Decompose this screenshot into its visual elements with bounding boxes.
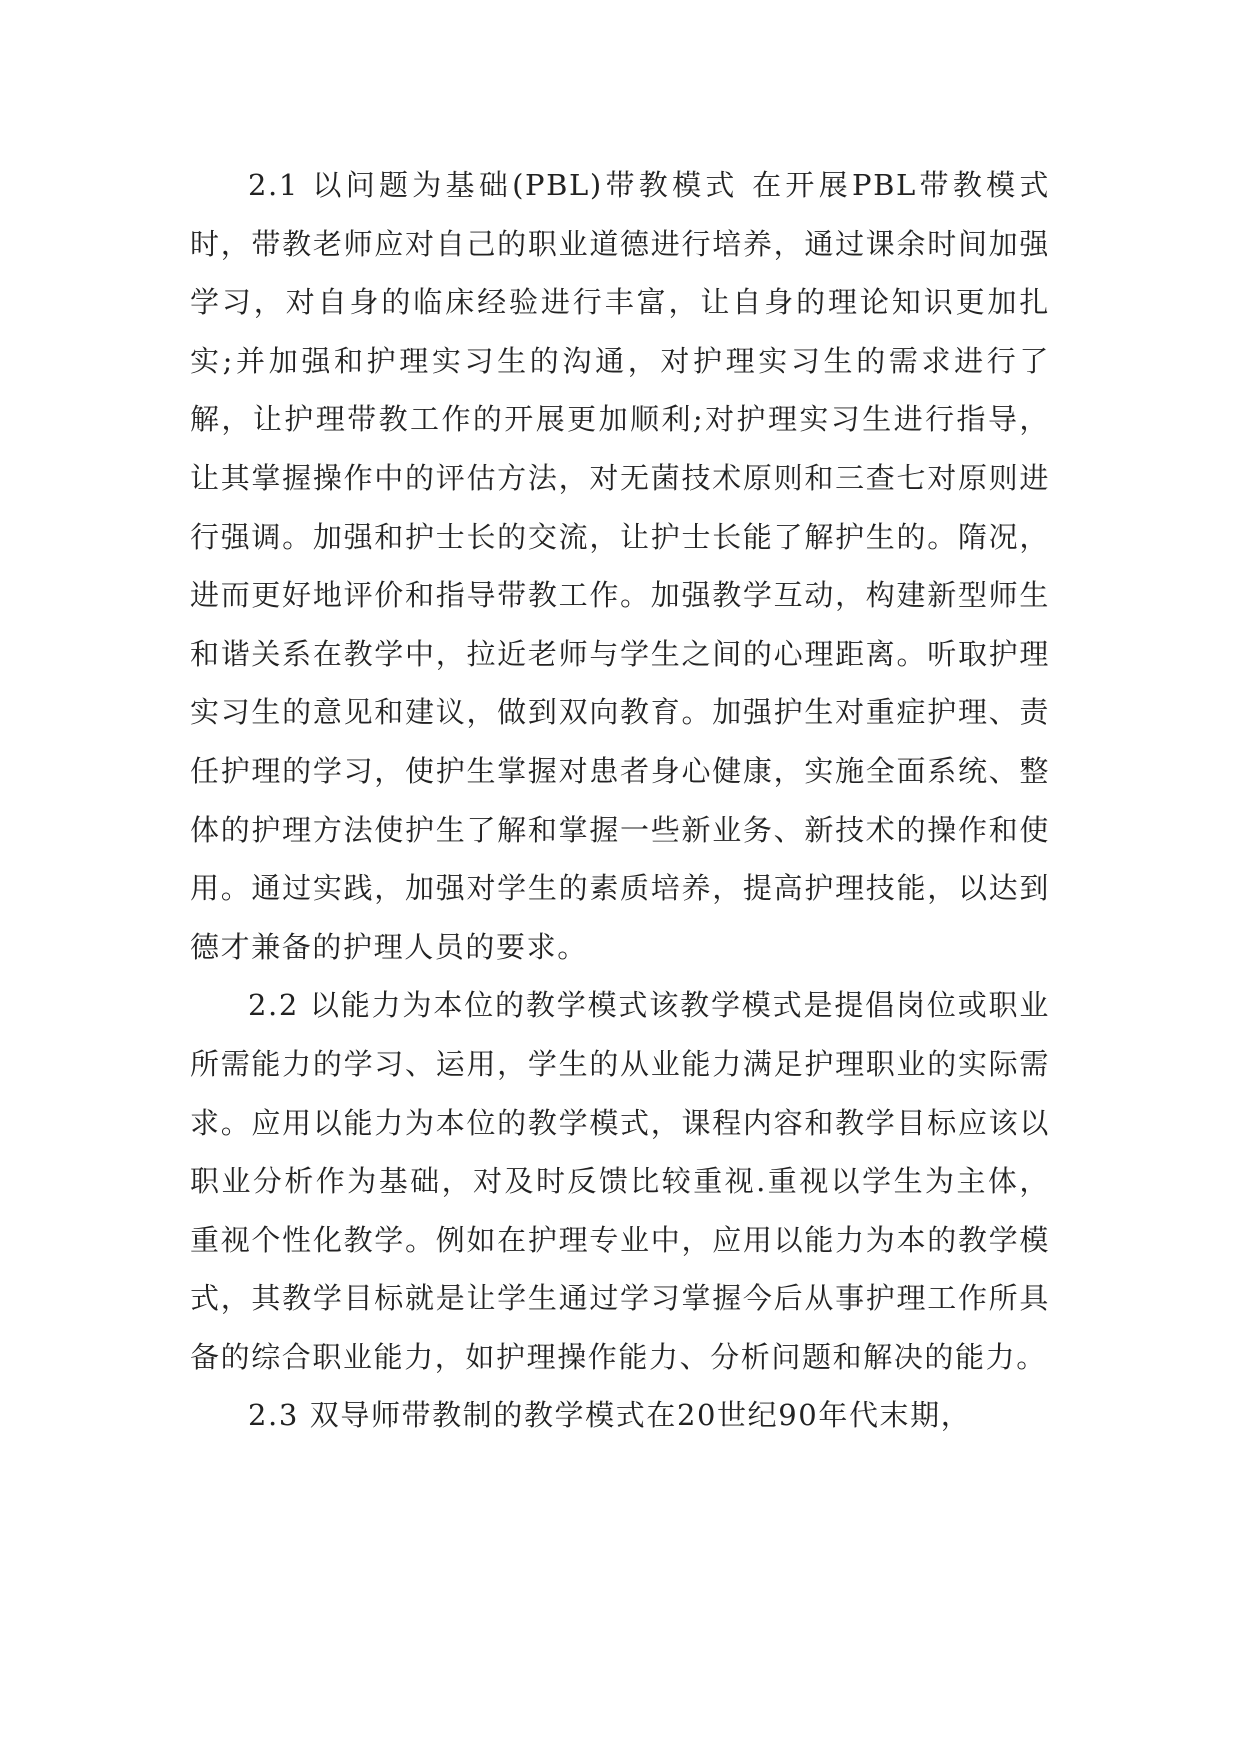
paragraph-2-2: 2.2 以能力为本位的教学模式该教学模式是提倡岗位或职业所需能力的学习、运用，学生的从业能力满足护理职业的实际需求。应用以能力为本位的教学模式，课程内容和教学目标应该以职业分析作为基础，对及时反馈比较重视.重视以学生为主体，重视个性化教学。例如在护理专业中，应用以能力为本的教学模式，其教学目标就是让学生通过学习掌握今后从事护理工作所具备的综合职业能力，如护理操作能力、分析问题和解决的能力。 bbox=[190, 988, 1050, 1374]
document-body bbox=[190, 156, 1050, 1445]
paragraph-2-3: 2.3 双导师带教制的教学模式在20世纪90年代末期， bbox=[248, 1398, 972, 1433]
paragraph-2-1: 2.1 以问题为基础(PBL)带教模式 在开展PBL带教模式时，带教老师应对自己的职业道德进行培养，通过课余时间加强学习，对自身的临床经验进行丰富，让自身的理论知识更加扎实;并加强和护理实习生的沟通，对护理实习生的需求进行了解，让护理带教工作的开展更加顺利;对护理实习生进行指导，让其掌握操作中的评估方法，对无菌技术原则和三查七对原则进行强调。加强和护士长的交流，让护士长能了解护生的。隋况，进而更好地评价和指导带教工作。加强教学互动，构建新型师生和谐关系在教学中，拉近老师与学生之间的心理距离。听取护理实习生的意见和建议，做到双向教育。加强护生对重症护理、责任护理的学习，使护生掌握对患者身心健康，实施全面系统、整体的护理方法使护生了解和掌握一些新业务、新技术的操作和使用。通过实践，加强对学生的素质培养，提高护理技能，以达到德才兼备的护理人员的要求。 bbox=[190, 168, 1050, 964]
